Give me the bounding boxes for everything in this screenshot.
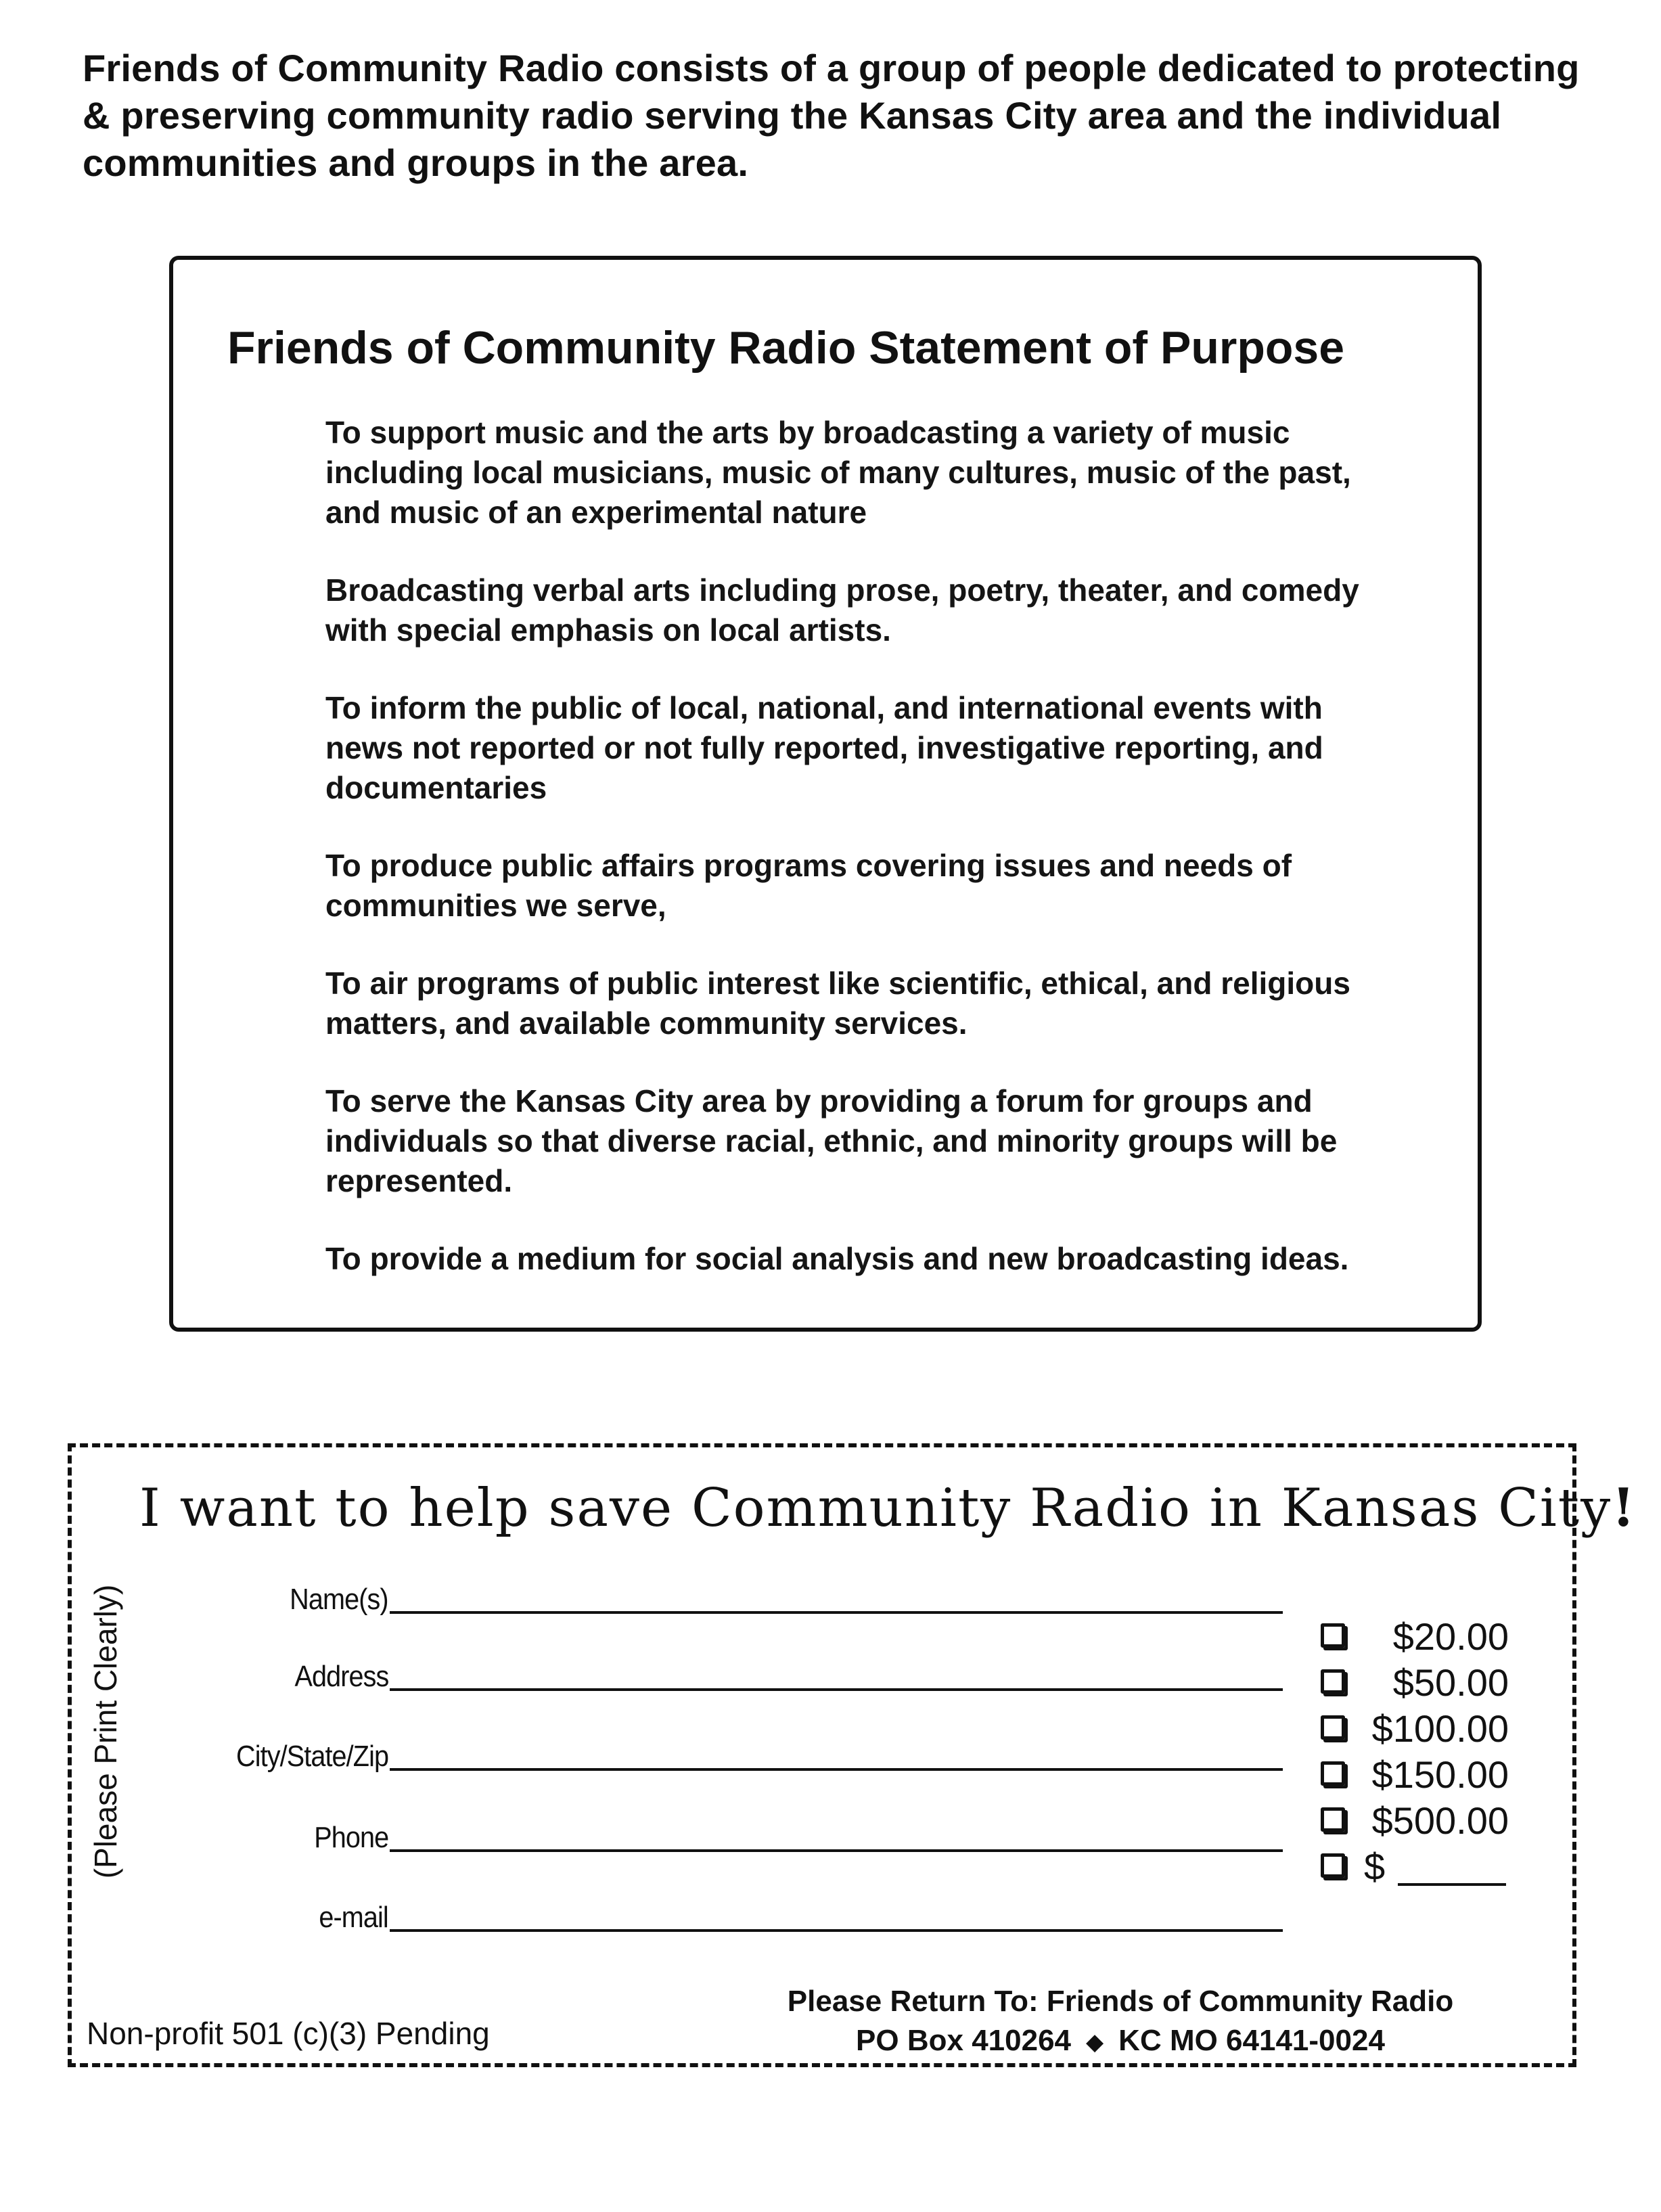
city-state-zip-line[interactable] xyxy=(390,1768,1283,1771)
donation-amounts xyxy=(1310,1614,1513,1890)
amount-option-100[interactable] xyxy=(1310,1706,1513,1752)
name-field[interactable] xyxy=(112,1566,1303,1621)
name-label: Name(s) xyxy=(290,1583,388,1616)
checkbox-icon[interactable] xyxy=(1321,1853,1345,1878)
checkbox-icon[interactable] xyxy=(1321,1623,1345,1648)
form-heading xyxy=(139,1474,1637,1542)
print-clearly-note: (Please Print Clearly) xyxy=(88,1584,123,1879)
purpose-list xyxy=(325,413,1381,1317)
email-label: e-mail xyxy=(319,1901,388,1934)
amount-label: $ xyxy=(1364,1845,1386,1888)
purpose-item: To provide a medium for social analysis and new broadcasting ideas. xyxy=(325,1241,1349,1276)
email-line[interactable] xyxy=(390,1929,1283,1932)
checkbox-icon[interactable] xyxy=(1321,1807,1345,1832)
purpose-item: To inform the public of local, national, and international events with news not reported or not fully reported, investigative reporting, and documentaries xyxy=(325,690,1323,805)
form-heading-exclamation: ! xyxy=(1612,1477,1637,1539)
po-box: PO Box 410264 xyxy=(856,2024,1072,2057)
statement-of-purpose-box xyxy=(169,256,1482,1332)
return-line-2 xyxy=(681,2021,1560,2062)
amount-label: $100.00 xyxy=(1371,1707,1509,1750)
amount-option-20[interactable] xyxy=(1310,1614,1513,1660)
address-label: Address xyxy=(294,1660,388,1693)
purpose-item: To support music and the arts by broadcasting a variety of music including local musicians, music of many cultures, music of the past, and music of an experimental nature xyxy=(325,415,1351,530)
amount-option-other[interactable] xyxy=(1310,1844,1513,1890)
amount-label: $20.00 xyxy=(1392,1615,1509,1658)
nonprofit-status: Non-profit 501 (c)(3) Pending xyxy=(87,2016,490,2051)
purpose-item: Broadcasting verbal arts including prose, poetry, theater, and comedy with special emphasis on local artists. xyxy=(325,572,1359,648)
purpose-item: To air programs of public interest like scientific, ethical, and religious matters, and available community services. xyxy=(325,966,1350,1041)
address-field[interactable] xyxy=(112,1644,1303,1698)
city-state-zip-label: City/State/Zip xyxy=(235,1740,388,1773)
donation-form xyxy=(68,1443,1637,2067)
other-amount-line[interactable] xyxy=(1398,1883,1506,1886)
city-state-zip-field[interactable] xyxy=(112,1723,1303,1778)
checkbox-icon[interactable] xyxy=(1321,1715,1345,1740)
amount-option-150[interactable] xyxy=(1310,1752,1513,1798)
amount-label: $150.00 xyxy=(1371,1753,1509,1796)
checkbox-icon[interactable] xyxy=(1321,1761,1345,1786)
purpose-title: Friends of Community Radio Statement of Purpose xyxy=(227,322,1345,374)
amount-label: $500.00 xyxy=(1371,1799,1509,1842)
return-city: KC MO 64141-0024 xyxy=(1118,2024,1385,2057)
return-address xyxy=(681,1982,1560,2062)
purpose-item: To serve the Kansas City area by providing a forum for groups and individuals so that diverse racial, ethnic, and minority groups will be represented. xyxy=(325,1083,1338,1198)
purpose-item: To produce public affairs programs covering issues and needs of communities we serve, xyxy=(325,848,1292,923)
address-line[interactable] xyxy=(390,1688,1283,1691)
name-line[interactable] xyxy=(390,1611,1283,1614)
email-field[interactable] xyxy=(112,1884,1303,1939)
phone-line[interactable] xyxy=(390,1849,1283,1852)
amount-option-500[interactable] xyxy=(1310,1798,1513,1844)
checkbox-icon[interactable] xyxy=(1321,1669,1345,1694)
diamond-icon: ◆ xyxy=(1086,2029,1104,2056)
return-line-1: Please Return To: Friends of Community Radio xyxy=(787,1985,1454,2018)
intro-paragraph: Friends of Community Radio consists of a group of people dedicated to protecting & preserving community radio serving the Kansas City area and the individual communities and groups in the area. xyxy=(83,47,1580,184)
form-heading-text: I want to help save Community Radio in Kansas City xyxy=(139,1478,1612,1539)
phone-label: Phone xyxy=(313,1821,388,1854)
phone-field[interactable] xyxy=(112,1805,1303,1859)
amount-option-50[interactable] xyxy=(1310,1660,1513,1706)
amount-label: $50.00 xyxy=(1392,1661,1509,1704)
